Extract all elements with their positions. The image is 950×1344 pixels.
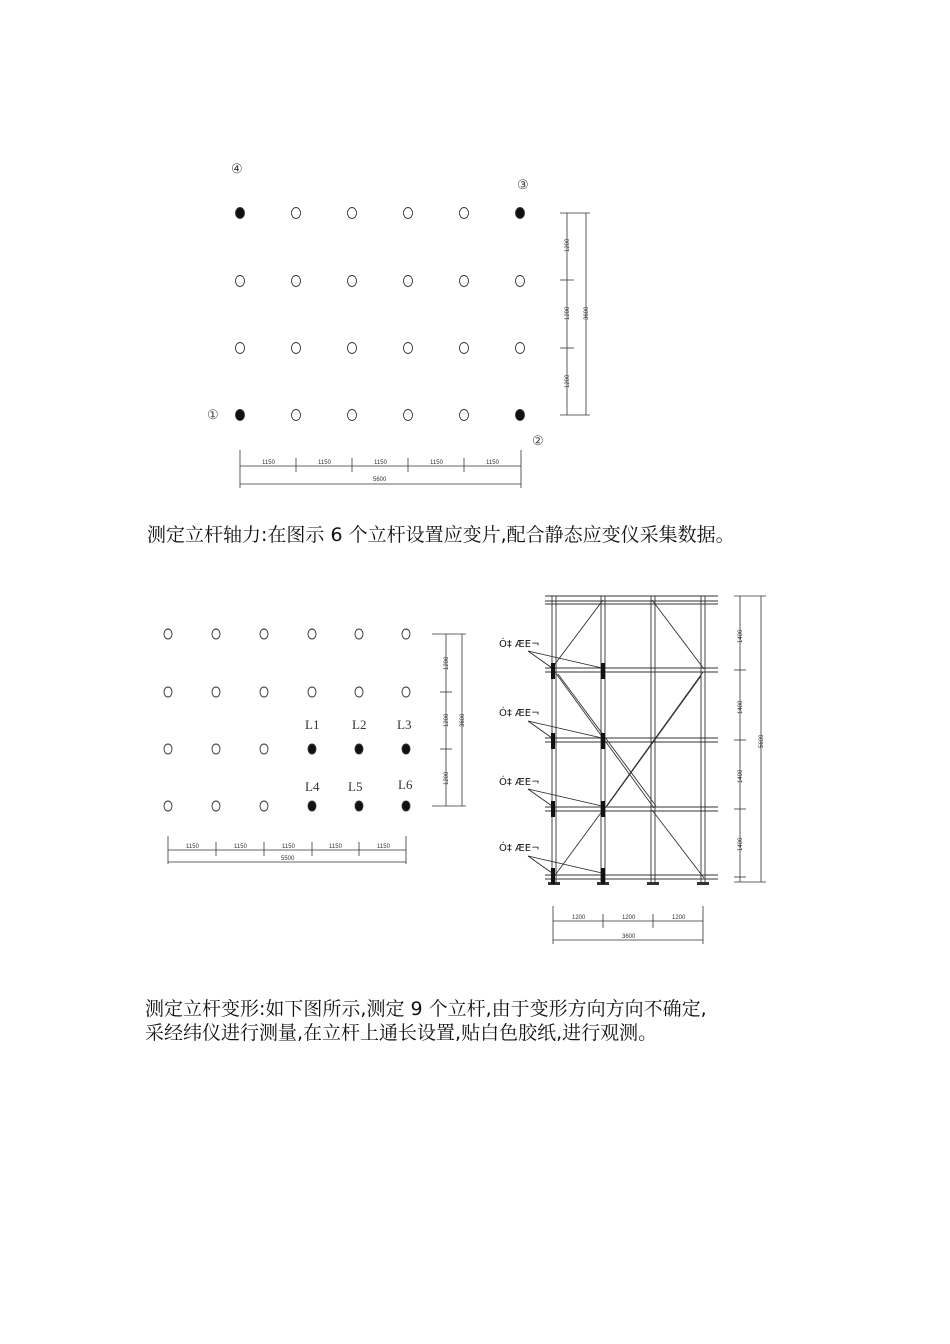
column (260, 629, 268, 639)
plan-2-dim-y-total: 3600 (460, 713, 466, 727)
plan-1-dim-y-1: 1200 (565, 238, 571, 252)
column (460, 208, 469, 219)
plan-1-dim-x-2: 1150 (318, 460, 331, 466)
elev-dim-x-1: 1200 (572, 915, 586, 921)
column (164, 629, 172, 639)
plan-1-dim-x-total: 5600 (373, 477, 387, 483)
column-marked (355, 744, 363, 754)
plan-1-dim-x-5: 1150 (486, 460, 499, 466)
plan-1-dim-x-3: 1150 (374, 460, 387, 466)
column (308, 687, 316, 697)
base-plates (548, 882, 709, 885)
plan-2-dim-x-3: 1150 (282, 844, 295, 850)
column-marked (236, 410, 245, 421)
column (348, 410, 357, 421)
plan-2-dim-y-2: 1200 (444, 713, 450, 727)
column-marked (355, 801, 363, 811)
elev-dim-y-4: 1400 (738, 837, 744, 851)
column (212, 687, 220, 697)
elev-dim-y-total: 5600 (759, 734, 765, 748)
caption-deformation-line-2: 采经纬仪进行测量,在立杆上通长设置,贴白色胶纸,进行观测。 (145, 1022, 658, 1044)
elev-dim-y-3: 1400 (738, 769, 744, 783)
column (292, 208, 301, 219)
elev-dim-y-1: 1400 (738, 629, 744, 643)
column (164, 801, 172, 811)
column (212, 801, 220, 811)
leader-lines (528, 651, 602, 873)
plan-1-dim-x-4: 1150 (430, 460, 443, 466)
column (260, 744, 268, 754)
plan-2-column-grid (164, 629, 410, 811)
column (348, 208, 357, 219)
column (236, 343, 245, 354)
gauge-tag-3: Ó‡ ÆE¬ (499, 777, 540, 788)
gauge-markers (551, 663, 605, 884)
label-l6: L6 (398, 777, 413, 792)
column (348, 343, 357, 354)
column (402, 687, 410, 697)
column (348, 276, 357, 287)
column (402, 629, 410, 639)
column (260, 801, 268, 811)
marker-2: ② (532, 433, 544, 448)
column (355, 629, 363, 639)
column-marked (308, 744, 316, 754)
plan-1-dim-y-2: 1200 (565, 306, 571, 320)
elev-dim-y-2: 1400 (738, 700, 744, 714)
column (516, 343, 525, 354)
elev-dim-x-total: 3600 (622, 934, 636, 940)
marker-3: ③ (517, 177, 529, 192)
column (355, 687, 363, 697)
gauge-tag-4: Ó‡ ÆE¬ (499, 843, 540, 854)
column-marked (402, 801, 410, 811)
plan-1-column-grid (236, 208, 525, 421)
column (404, 410, 413, 421)
plan-2-dim-x-total: 5500 (281, 856, 295, 862)
column (292, 410, 301, 421)
label-l3: L3 (397, 717, 412, 732)
column (404, 276, 413, 287)
plan-2-dim-x-1: 1150 (186, 844, 199, 850)
caption-axial-force: 测定立杆轴力:在图示 6 个立杆设置应变片,配合静态应变仪采集数据。 (147, 524, 735, 546)
gauge-tag-2: Ó‡ ÆE¬ (499, 708, 540, 719)
caption-deformation-line-1: 测定立杆变形:如下图所示,测定 9 个立杆,由于变形方向方向不确定, (145, 998, 707, 1020)
column-marked (516, 208, 525, 219)
label-l1: L1 (305, 717, 320, 732)
elev-dim-x-3: 1200 (672, 915, 686, 921)
column (164, 687, 172, 697)
column (292, 276, 301, 287)
column (212, 629, 220, 639)
plan-2-dim-x-2: 1150 (234, 844, 247, 850)
column (460, 343, 469, 354)
elev-dim-x-2: 1200 (622, 915, 636, 921)
column (292, 343, 301, 354)
column (404, 208, 413, 219)
column (164, 744, 172, 754)
column (516, 276, 525, 287)
plan-2-dim-y-1: 1200 (444, 656, 450, 670)
marker-1: ① (207, 407, 219, 422)
column-marked (308, 801, 316, 811)
column-marked (236, 208, 245, 219)
plan-2-dim-x-4: 1150 (329, 844, 342, 850)
column (236, 276, 245, 287)
plan-1-dim-y-3: 1200 (565, 374, 571, 388)
column (404, 343, 413, 354)
plan-2-dim-x-5: 1150 (377, 844, 390, 850)
plan-1-dim-x-1: 1150 (262, 460, 275, 466)
plan-1-dim-y-total: 3600 (584, 306, 590, 320)
scaffold-elevation (545, 596, 718, 882)
column (260, 687, 268, 697)
column (460, 276, 469, 287)
column-marked (402, 744, 410, 754)
gauge-tag-1: Ó‡ ÆE¬ (499, 639, 540, 650)
label-l2: L2 (352, 717, 367, 732)
column-marked (516, 410, 525, 421)
label-l5: L5 (348, 779, 363, 794)
label-l4: L4 (305, 779, 320, 794)
column (460, 410, 469, 421)
marker-4: ④ (231, 161, 243, 176)
column (212, 744, 220, 754)
column (308, 629, 316, 639)
plan-2-dim-y-3: 1200 (444, 771, 450, 785)
